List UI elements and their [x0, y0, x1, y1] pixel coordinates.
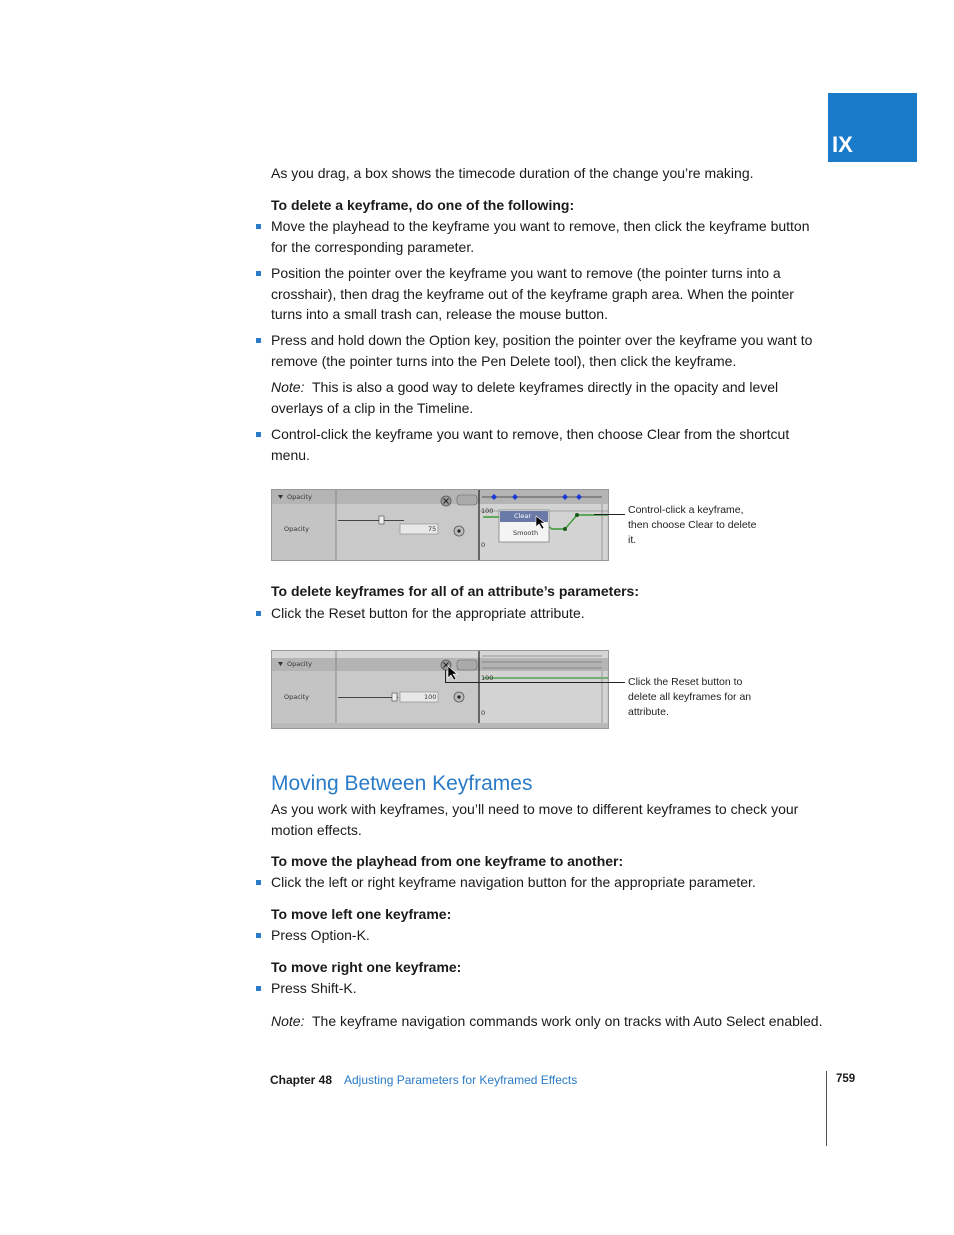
note-label: Note: — [271, 1013, 305, 1029]
section1-bullet-4: Control-click the keyframe you want to remove, then choose Clear from the shortcut menu. — [271, 426, 790, 463]
section1-bullet-1: Move the playhead to the keyframe you want to remove, then click the keyframe button for the corresponding parameter. — [271, 218, 810, 255]
bullet-marker — [256, 986, 261, 991]
figure1-menu-smooth: Smooth — [513, 529, 539, 537]
section-title: Moving Between Keyframes — [271, 772, 533, 795]
figure2-callout-line-h — [445, 682, 625, 683]
figure1-menu-clear: Clear — [514, 512, 531, 520]
part-tab — [828, 93, 917, 162]
figure1-screenshot — [271, 489, 609, 561]
part-tab-label: IX — [832, 132, 853, 157]
section3-note — [271, 1011, 831, 1032]
bullet-marker — [256, 338, 261, 343]
figure1-param-value: 75 — [428, 525, 437, 533]
section3-bullet-2: Press Option-K. — [271, 927, 370, 943]
figure1-param-name: Opacity — [284, 525, 310, 533]
figure2-graphic — [272, 651, 608, 728]
figure1-graph-top: 100 — [481, 507, 494, 515]
note-text: This is also a good way to delete keyframes directly in the opacity and level overlays of a clip in the Timeline. — [271, 379, 779, 416]
bullet-marker — [256, 611, 261, 616]
section3-heading-2: To move left one keyframe: — [271, 906, 452, 922]
section1-bullet-2: Position the pointer over the keyframe you want to remove (the pointer turns into a crosshair), then drag the keyframe out of the keyframe graph area. When the pointer turns into a small trash can, release the mouse button. — [271, 265, 794, 322]
note-label: Note: — [271, 379, 305, 395]
bullet-marker — [256, 933, 261, 938]
figure2-graph-top: 100 — [481, 674, 494, 682]
page-number: 759 — [836, 1073, 856, 1085]
section3-bullet-1: Click the left or right keyframe navigation button for the appropriate parameter. — [271, 874, 756, 890]
section1-note — [271, 377, 816, 418]
footer-rule — [826, 1071, 827, 1146]
section3-heading-1: To move the playhead from one keyframe to another: — [271, 853, 624, 869]
section3-heading-3: To move right one keyframe: — [271, 959, 462, 975]
figure1-callout: Control-click a keyframe, then choose Clear to delete it. — [628, 504, 757, 546]
figure2-param-name: Opacity — [284, 693, 310, 701]
section2-heading: To delete keyframes for all of an attribute’s parameters: — [271, 583, 640, 599]
figure2-attr-header: Opacity — [287, 660, 313, 668]
figure1-graphic — [272, 490, 608, 560]
footer-chapter: Chapter 48 — [270, 1073, 333, 1087]
intro-paragraph: As you drag, a box shows the timecode duration of the change you’re making. — [271, 165, 754, 181]
section3-bullet-3: Press Shift-K. — [271, 980, 357, 996]
figure2-callout-line-v — [445, 670, 446, 682]
section3-intro: As you work with keyframes, you’ll need to move to different keyframes to check your motion effects. — [271, 801, 799, 838]
note-text: The keyframe navigation commands work only on tracks with Auto Select enabled. — [312, 1013, 823, 1029]
section1-bullet-3: Press and hold down the Option key, position the pointer over the keyframe you want to remove (the pointer turns into the Pen Delete tool), then click the keyframe. — [271, 332, 813, 369]
bullet-marker — [256, 880, 261, 885]
bullet-marker — [256, 224, 261, 229]
figure1-graph-bottom: 0 — [481, 541, 486, 549]
bullet-marker — [256, 432, 261, 437]
section1-heading: To delete a keyframe, do one of the following: — [271, 197, 575, 213]
figure2-graph-bottom: 0 — [481, 709, 486, 717]
section2-bullet: Click the Reset button for the appropriate attribute. — [271, 605, 585, 621]
bullet-marker — [256, 271, 261, 276]
figure2-param-value: 100 — [424, 693, 437, 701]
footer-chapter-title: Adjusting Parameters for Keyframed Effects — [344, 1073, 578, 1087]
figure2-callout: Click the Reset button to delete all keyframes for an attribute. — [628, 676, 752, 718]
figure1-callout-line — [594, 514, 625, 515]
figure1-attr-header: Opacity — [287, 493, 313, 501]
figure2-screenshot — [271, 650, 609, 729]
